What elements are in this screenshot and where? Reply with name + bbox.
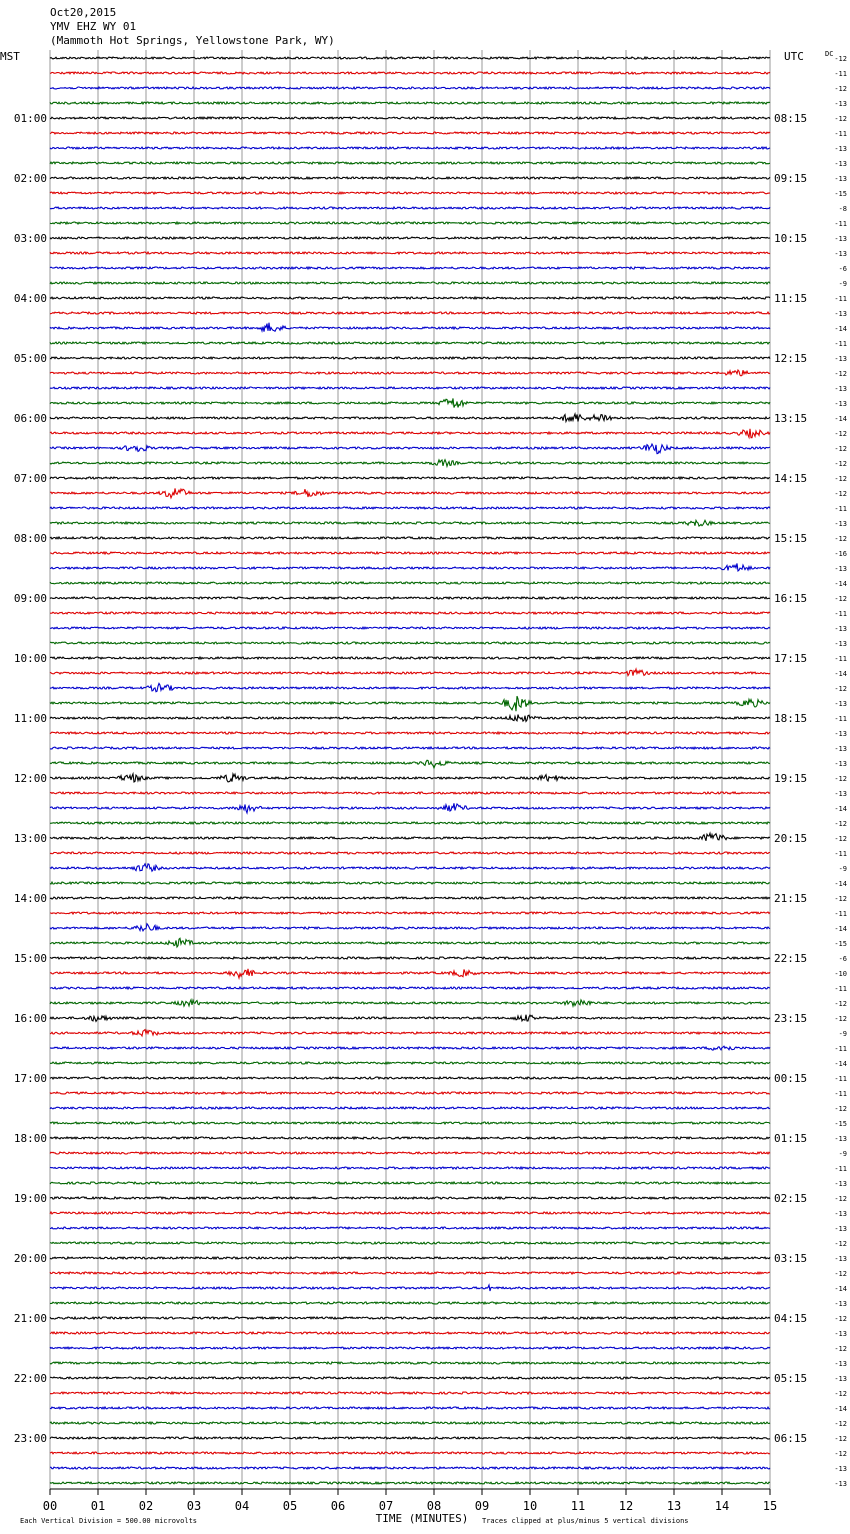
left-hour-label: 21:00 <box>13 1312 47 1325</box>
dc-offset-label: -15 <box>834 1120 847 1128</box>
trace-row-60 <box>50 957 770 959</box>
trace-row-70 <box>50 1107 770 1109</box>
trace-row-12 <box>50 237 770 239</box>
dc-offset-label: -12 <box>834 1435 847 1443</box>
dc-offset-label: -13 <box>834 700 847 708</box>
right-hour-label: 03:15 <box>774 1252 808 1265</box>
dc-offset-label: -12 <box>834 820 847 828</box>
dc-offset-label: -13 <box>834 1300 847 1308</box>
header-location: (Mammoth Hot Springs, Yellowstone Park, WY) <box>50 34 335 47</box>
trace-row-87 <box>50 1362 770 1364</box>
trace-row-44 <box>50 715 770 722</box>
dc-offset-label: -11 <box>834 220 847 228</box>
dc-offset-label: -13 <box>834 1180 847 1188</box>
trace-row-95 <box>50 1482 770 1484</box>
trace-row-85 <box>50 1332 770 1334</box>
trace-row-36 <box>50 597 770 599</box>
trace-row-90 <box>50 1407 770 1409</box>
trace-row-30 <box>50 507 770 509</box>
dc-offset-label: -14 <box>834 670 847 678</box>
dc-offset-label: -11 <box>834 850 847 858</box>
trace-row-75 <box>50 1182 770 1184</box>
x-tick-label: 08 <box>426 1499 442 1513</box>
dc-offset-label: -13 <box>834 355 847 363</box>
dc-offset-label: -12 <box>834 1000 847 1008</box>
right-hour-label: 12:15 <box>774 352 808 365</box>
trace-row-34 <box>50 563 770 571</box>
right-hour-label: 01:15 <box>774 1132 808 1145</box>
trace-row-9 <box>50 192 770 194</box>
left-hour-label: 14:00 <box>13 892 47 905</box>
left-hour-label: 13:00 <box>13 832 47 845</box>
dc-offset-label: -14 <box>834 805 847 813</box>
trace-row-48 <box>50 774 770 782</box>
trace-row-33 <box>50 552 770 554</box>
right-hour-label: 14:15 <box>774 472 808 485</box>
trace-row-79 <box>50 1242 770 1244</box>
trace-row-72 <box>50 1137 770 1139</box>
left-hour-label: 02:00 <box>13 172 47 185</box>
trace-row-26 <box>50 444 770 454</box>
x-tick-label: 00 <box>42 1499 58 1513</box>
trace-row-81 <box>50 1272 770 1274</box>
x-tick-label: 11 <box>570 1499 586 1513</box>
dc-offset-label: -12 <box>834 595 847 603</box>
trace-row-69 <box>50 1092 770 1094</box>
dc-offset-label: -13 <box>834 625 847 633</box>
x-tick-label: 09 <box>474 1499 490 1513</box>
left-hour-label: 17:00 <box>13 1072 47 1085</box>
trace-row-94 <box>50 1467 770 1469</box>
left-hour-label: 03:00 <box>13 232 47 245</box>
trace-row-76 <box>50 1197 770 1199</box>
trace-row-86 <box>50 1347 770 1349</box>
x-tick-label: 02 <box>138 1499 154 1513</box>
trace-row-41 <box>50 669 770 676</box>
trace-row-31 <box>50 520 770 526</box>
dc-offset-label: -13 <box>834 400 847 408</box>
dc-offset-label: -11 <box>834 130 847 138</box>
x-tick-label: 04 <box>234 1499 250 1513</box>
clip-note: Traces clipped at plus/minus 5 vertical divisions <box>482 1517 689 1525</box>
trace-row-16 <box>50 297 770 299</box>
dc-offset-label: -14 <box>834 325 847 333</box>
x-axis-title: TIME (MINUTES) <box>375 1512 469 1525</box>
trace-row-10 <box>50 207 770 209</box>
left-hour-label: 18:00 <box>13 1132 47 1145</box>
trace-row-88 <box>50 1377 770 1379</box>
dc-offset-label: -13 <box>834 385 847 393</box>
dc-offset-label: -11 <box>834 505 847 513</box>
x-tick-label: 13 <box>666 1499 682 1513</box>
trace-row-61 <box>50 969 770 978</box>
trace-row-6 <box>50 147 770 149</box>
dc-offset-label: -12 <box>834 1105 847 1113</box>
trace-row-38 <box>50 627 770 629</box>
trace-row-22 <box>50 387 770 389</box>
dc-offset-label: -11 <box>834 70 847 78</box>
dc-offset-label: -12 <box>834 835 847 843</box>
dc-offset-label: -12 <box>834 490 847 498</box>
trace-row-0 <box>50 57 770 59</box>
trace-row-80 <box>50 1257 770 1259</box>
trace-row-35 <box>50 582 770 584</box>
trace-row-54 <box>50 864 770 871</box>
left-hour-label: 01:00 <box>13 112 47 125</box>
trace-row-11 <box>50 222 770 224</box>
dc-offset-label: -13 <box>834 310 847 318</box>
left-hour-label: 22:00 <box>13 1372 47 1385</box>
dc-offset-label: -11 <box>834 1045 847 1053</box>
dc-offset-label: -8 <box>838 205 847 213</box>
right-hour-label: 21:15 <box>774 892 808 905</box>
trace-row-19 <box>50 342 770 344</box>
dc-offset-label: -13 <box>834 175 847 183</box>
left-hour-label: 15:00 <box>13 952 47 965</box>
dc-offset-label: -12 <box>834 445 847 453</box>
dc-offset-label: -13 <box>834 235 847 243</box>
trace-row-55 <box>50 882 770 884</box>
dc-offset-label: -11 <box>834 715 847 723</box>
dc-offset-label: -11 <box>834 985 847 993</box>
dc-offset-label: -12 <box>834 895 847 903</box>
dc-offset-label: -12 <box>834 685 847 693</box>
dc-offset-label: -9 <box>838 1150 847 1158</box>
trace-row-49 <box>50 792 770 794</box>
left-hour-label: 07:00 <box>13 472 47 485</box>
dc-offset-label: -10 <box>834 970 847 978</box>
right-hour-label: 04:15 <box>774 1312 808 1325</box>
right-timezone-label: UTC <box>784 50 804 63</box>
left-hour-label: 20:00 <box>13 1252 47 1265</box>
trace-row-82 <box>50 1285 770 1291</box>
trace-row-25 <box>50 429 770 438</box>
dc-offset-label: -12 <box>834 460 847 468</box>
right-hour-label: 23:15 <box>774 1012 808 1025</box>
trace-row-15 <box>50 282 770 284</box>
dc-offset-label: -11 <box>834 1090 847 1098</box>
x-tick-label: 05 <box>282 1499 298 1513</box>
trace-row-64 <box>50 1015 770 1022</box>
trace-row-29 <box>50 488 770 497</box>
trace-row-73 <box>50 1152 770 1154</box>
dc-offset-label: -11 <box>834 910 847 918</box>
left-hour-label: 11:00 <box>13 712 47 725</box>
dc-offset-label: -11 <box>834 655 847 663</box>
right-hour-label: 18:15 <box>774 712 808 725</box>
dc-offset-label: -12 <box>834 1390 847 1398</box>
dc-offset-label: -13 <box>834 1375 847 1383</box>
left-timezone-label: MST <box>0 50 20 63</box>
trace-row-24 <box>50 414 770 422</box>
trace-row-20 <box>50 357 770 359</box>
dc-offset-label: -13 <box>834 640 847 648</box>
header-date: Oct20,2015 <box>50 6 117 19</box>
dc-offset-label: -13 <box>834 100 847 108</box>
trace-row-42 <box>50 683 770 691</box>
dc-label: DC <box>825 50 834 58</box>
right-hour-label: 17:15 <box>774 652 808 665</box>
dc-offset-label: -14 <box>834 925 847 933</box>
dc-offset-label: -12 <box>834 1345 847 1353</box>
dc-offset-label: -12 <box>834 85 847 93</box>
trace-row-56 <box>50 897 770 899</box>
trace-row-7 <box>50 162 770 164</box>
trace-row-32 <box>50 537 770 539</box>
trace-row-13 <box>50 252 770 254</box>
x-tick-label: 01 <box>90 1499 106 1513</box>
dc-offset-label: -12 <box>834 1015 847 1023</box>
trace-row-67 <box>50 1062 770 1064</box>
left-hour-label: 12:00 <box>13 772 47 785</box>
left-hour-label: 23:00 <box>13 1432 47 1445</box>
dc-offset-label: -13 <box>834 1255 847 1263</box>
trace-row-50 <box>50 803 770 813</box>
header-station: YMV EHZ WY 01 <box>50 20 137 33</box>
trace-row-59 <box>50 938 770 947</box>
trace-row-51 <box>50 822 770 824</box>
trace-row-65 <box>50 1030 770 1036</box>
dc-offset-label: -11 <box>834 295 847 303</box>
trace-row-52 <box>50 833 770 841</box>
dc-offset-label: -13 <box>834 250 847 258</box>
dc-offset-label: -13 <box>834 1465 847 1473</box>
dc-offset-label: -13 <box>834 730 847 738</box>
right-hour-label: 13:15 <box>774 412 808 425</box>
trace-row-66 <box>50 1046 770 1050</box>
right-hour-label: 15:15 <box>774 532 808 545</box>
dc-offset-label: -9 <box>838 865 847 873</box>
dc-offset-label: -13 <box>834 520 847 528</box>
right-hour-label: 09:15 <box>774 172 808 185</box>
dc-offset-label: -13 <box>834 1210 847 1218</box>
trace-row-46 <box>50 747 770 749</box>
dc-offset-label: -12 <box>834 370 847 378</box>
trace-row-57 <box>50 912 770 914</box>
trace-row-27 <box>50 460 770 467</box>
dc-offset-label: -12 <box>834 535 847 543</box>
right-hour-label: 11:15 <box>774 292 808 305</box>
dc-offset-label: -12 <box>834 775 847 783</box>
x-tick-label: 06 <box>330 1499 346 1513</box>
dc-offset-label: -13 <box>834 1330 847 1338</box>
dc-offset-label: -12 <box>834 475 847 483</box>
dc-offset-label: -16 <box>834 550 847 558</box>
trace-row-1 <box>50 72 770 74</box>
left-hour-label: 04:00 <box>13 292 47 305</box>
dc-offset-label: -13 <box>834 760 847 768</box>
trace-group <box>50 57 770 1484</box>
dc-offset-label: -12 <box>834 1270 847 1278</box>
x-tick-label: 15 <box>762 1499 778 1513</box>
dc-offset-label: -9 <box>838 280 847 288</box>
dc-offset-label: -12 <box>834 1450 847 1458</box>
right-hour-label: 16:15 <box>774 592 808 605</box>
dc-offset-label: -15 <box>834 190 847 198</box>
trace-row-53 <box>50 852 770 854</box>
left-hour-label: 19:00 <box>13 1192 47 1205</box>
dc-offset-label: -13 <box>834 160 847 168</box>
right-hour-label: 00:15 <box>774 1072 808 1085</box>
trace-row-14 <box>50 267 770 269</box>
dc-offset-label: -9 <box>838 1030 847 1038</box>
right-hour-label: 05:15 <box>774 1372 808 1385</box>
left-hour-label: 05:00 <box>13 352 47 365</box>
right-hour-label: 19:15 <box>774 772 808 785</box>
dc-offset-label: -13 <box>834 745 847 753</box>
dc-offset-label: -12 <box>834 55 847 63</box>
right-hour-label: 10:15 <box>774 232 808 245</box>
x-tick-label: 12 <box>618 1499 634 1513</box>
trace-row-77 <box>50 1212 770 1214</box>
trace-row-28 <box>50 477 770 479</box>
dc-offset-label: -13 <box>834 790 847 798</box>
dc-offset-label: -13 <box>834 1135 847 1143</box>
dc-offset-label: -13 <box>834 1360 847 1368</box>
trace-row-5 <box>50 132 770 134</box>
trace-row-37 <box>50 612 770 614</box>
x-axis <box>43 1489 777 1513</box>
x-tick-label: 10 <box>522 1499 538 1513</box>
trace-row-78 <box>50 1227 770 1229</box>
dc-offset-label: -13 <box>834 1480 847 1488</box>
trace-row-84 <box>50 1317 770 1319</box>
x-tick-label: 14 <box>714 1499 730 1513</box>
trace-row-2 <box>50 87 770 89</box>
trace-row-62 <box>50 987 770 989</box>
right-hour-label: 02:15 <box>774 1192 808 1205</box>
trace-row-92 <box>50 1437 770 1439</box>
dc-offset-label: -13 <box>834 1225 847 1233</box>
dc-offset-label: -13 <box>834 145 847 153</box>
trace-row-21 <box>50 370 770 376</box>
dc-offset-label: -11 <box>834 1165 847 1173</box>
dc-offset-label: -14 <box>834 580 847 588</box>
dc-offset-label: -14 <box>834 415 847 423</box>
left-hour-label: 08:00 <box>13 532 47 545</box>
dc-offset-label: -14 <box>834 1405 847 1413</box>
trace-row-93 <box>50 1452 770 1454</box>
dc-offset-label: -12 <box>834 1315 847 1323</box>
dc-offset-label: -12 <box>834 430 847 438</box>
trace-row-91 <box>50 1422 770 1424</box>
dc-offset-label: -15 <box>834 940 847 948</box>
dc-offset-label: -6 <box>838 265 847 273</box>
trace-row-3 <box>50 102 770 104</box>
trace-row-68 <box>50 1077 770 1079</box>
dc-offset-label: -11 <box>834 340 847 348</box>
trace-row-58 <box>50 924 770 931</box>
trace-row-43 <box>50 696 770 711</box>
trace-row-71 <box>50 1122 770 1124</box>
dc-offset-label: -14 <box>834 880 847 888</box>
dc-offset-label: -12 <box>834 1240 847 1248</box>
dc-offset-label: -12 <box>834 1195 847 1203</box>
dc-offset-label: -13 <box>834 565 847 573</box>
x-tick-label: 03 <box>186 1499 202 1513</box>
x-tick-label: 07 <box>378 1499 394 1513</box>
dc-offset-label: -11 <box>834 1075 847 1083</box>
trace-row-74 <box>50 1167 770 1169</box>
dc-offset-label: -6 <box>838 955 847 963</box>
trace-row-8 <box>50 177 770 179</box>
right-hour-label: 20:15 <box>774 832 808 845</box>
left-hour-label: 16:00 <box>13 1012 47 1025</box>
left-hour-label: 10:00 <box>13 652 47 665</box>
trace-row-4 <box>50 117 770 119</box>
trace-row-18 <box>50 323 770 332</box>
trace-row-23 <box>50 398 770 407</box>
trace-row-45 <box>50 732 770 734</box>
trace-row-83 <box>50 1302 770 1304</box>
right-hour-label: 06:15 <box>774 1432 808 1445</box>
dc-offset-label: -14 <box>834 1060 847 1068</box>
scale-note: Each Vertical Division = 500.00 microvolts <box>20 1517 198 1525</box>
trace-row-89 <box>50 1392 770 1394</box>
trace-row-39 <box>50 642 770 644</box>
left-hour-label: 09:00 <box>13 592 47 605</box>
dc-offset-label: -12 <box>834 115 847 123</box>
right-hour-label: 08:15 <box>774 112 808 125</box>
right-hour-label: 22:15 <box>774 952 808 965</box>
dc-offset-label: -12 <box>834 1420 847 1428</box>
trace-row-17 <box>50 312 770 314</box>
dc-offset-label: -14 <box>834 1285 847 1293</box>
trace-row-47 <box>50 760 770 768</box>
dc-offset-label: -11 <box>834 610 847 618</box>
trace-row-40 <box>50 657 770 659</box>
trace-row-63 <box>50 1000 770 1006</box>
left-hour-label: 06:00 <box>13 412 47 425</box>
